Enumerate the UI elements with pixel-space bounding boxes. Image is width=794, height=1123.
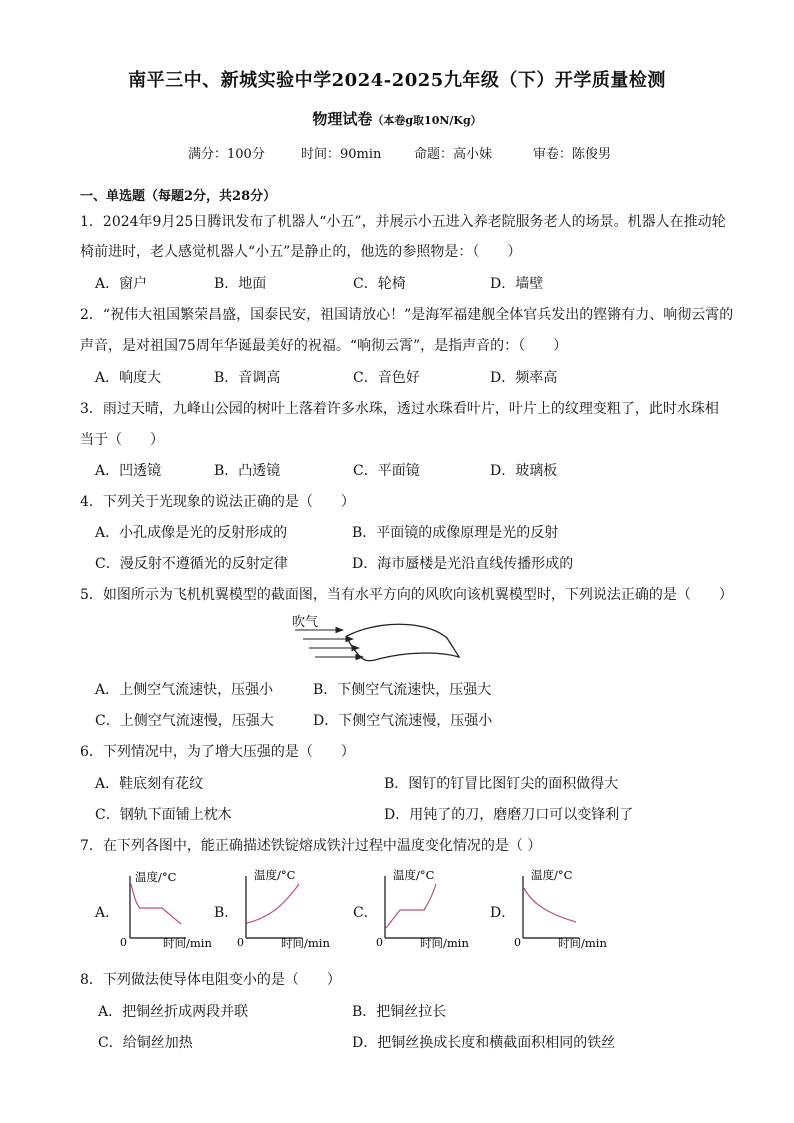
question-1-line-1: 1．2024年9月25日腾讯发布了机器人“小五”，并展示小五进入养老院服务老人的场景。机器人在推动轮	[80, 214, 726, 230]
subject-name: 物理试卷	[312, 110, 373, 128]
question-1-option-b: B．地面	[214, 276, 267, 292]
wing-cross-section-figure	[295, 620, 470, 665]
graph-a-origin: 0	[120, 936, 127, 949]
meta-reviewer: 审卷：陈俊男	[533, 147, 612, 162]
question-2-line-1: 2．“祝伟大祖国繁荣昌盛，国泰民安，祖国请放心！”是海军福建舰全体官兵发出的铿锵有力、响彻云霄的	[80, 307, 734, 323]
question-4-option-c: C．漫反射不遵循光的反射定律	[95, 556, 288, 572]
question-6-option-a: A．鞋底刻有花纹	[95, 776, 204, 792]
question-4-option-d: D．海市蜃楼是光沿直线传播形成的	[352, 556, 574, 572]
graph-b-ylabel: 温度/°C	[254, 868, 296, 882]
question-3-option-c: C．平面镜	[353, 463, 420, 479]
question-1-line-2: 椅前进时，老人感觉机器人“小五”是静止的，他选的参照物是：（ ）	[80, 244, 522, 260]
graph-c-ylabel: 温度/°C	[393, 868, 435, 882]
exam-subtitle	[0, 108, 794, 129]
graph-c-xlabel: 时间/min	[420, 936, 469, 950]
question-7-option-d-label: D．	[490, 905, 516, 921]
graph-d-origin: 0	[514, 936, 521, 949]
graph-a	[118, 866, 218, 952]
question-5-option-d: D．下侧空气流速慢，压强小	[313, 713, 493, 729]
section-title: 一、单选题（每题2分，共28分）	[80, 189, 277, 204]
wind-arrows	[295, 630, 363, 657]
question-7-option-a-label: A．	[95, 905, 120, 921]
graph-c-origin: 0	[376, 936, 383, 949]
graph-b-xlabel: 时间/min	[281, 936, 330, 950]
meta-author: 命题：高小妹	[414, 147, 493, 162]
gravity-note: （本卷g取10N/Kg）	[372, 114, 482, 127]
question-2-line-2: 声音，是对祖国75周年华诞最美好的祝福。“响彻云霄”，是指声音的：（ ）	[80, 338, 568, 354]
question-3-line-2: 当于（ ）	[80, 432, 164, 448]
graph-b	[237, 866, 337, 952]
question-5-option-a: A．上侧空气流速快，压强小	[95, 682, 274, 698]
question-8-line-1: 8．下列做法使导体电阻变小的是（ ）	[80, 972, 341, 988]
question-3-option-d: D．玻璃板	[490, 463, 558, 479]
question-8-option-a: A．把铜丝折成两段并联	[98, 1004, 249, 1020]
question-8-option-b: B．把铜丝拉长	[352, 1004, 447, 1020]
question-5-line-1: 5．如图所示为飞机机翼模型的截面图，当有水平方向的风吹向该机翼模型时，下列说法正确的是（ ）	[80, 587, 733, 603]
exam-title: 南平三中、新城实验中学2024-2025九年级（下）开学质量检测	[128, 70, 666, 91]
question-5-option-c: C．上侧空气流速慢，压强大	[95, 713, 274, 729]
question-4-option-b: B．平面镜的成像原理是光的反射	[352, 525, 559, 541]
question-4-line-1: 4．下列关于光现象的说法正确的是（ ）	[80, 494, 355, 510]
graph-a-xlabel: 时间/min	[163, 936, 212, 950]
wing-figure-label: 吹气	[292, 615, 319, 630]
graph-a-curve	[131, 884, 181, 924]
question-5-option-b: B．下侧空气流速快，压强大	[313, 682, 492, 698]
question-6-option-d: D．用钝了的刀，磨磨刀口可以变锋利了	[384, 807, 634, 823]
question-1-option-c: C．轮椅	[353, 276, 406, 292]
question-2-option-b: B．音调高	[214, 370, 281, 386]
question-2-option-c: C．音色好	[353, 370, 420, 386]
question-4-option-a: A．小孔成像是光的反射形成的	[95, 525, 288, 541]
question-6-line-1: 6．下列情况中，为了增大压强的是（ ）	[80, 744, 355, 760]
meta-time: 时间：90min	[301, 147, 382, 162]
graph-d-xlabel: 时间/min	[558, 936, 607, 950]
graph-d-curve	[524, 888, 576, 922]
question-8-option-c: C．给铜丝加热	[98, 1035, 193, 1051]
question-7-option-c-label: C．	[353, 905, 378, 921]
question-1-option-d: D．墙壁	[490, 276, 544, 292]
question-3-option-b: B．凸透镜	[214, 463, 281, 479]
question-1-option-a: A．窗户	[95, 276, 148, 292]
graph-c-curve	[386, 884, 436, 928]
question-2-option-a: A．响度大	[95, 370, 162, 386]
meta-score: 满分：100分	[188, 147, 265, 162]
question-7-option-b-label: B．	[214, 905, 239, 921]
graph-a-ylabel: 温度/°C	[135, 870, 177, 884]
question-6-option-c: C．钢轨下面铺上枕木	[95, 807, 232, 823]
graph-b-origin: 0	[237, 936, 244, 949]
graph-c	[376, 866, 476, 952]
graph-d	[514, 866, 614, 952]
wing-shape	[347, 624, 459, 660]
question-7-line-1: 7．在下列各图中，能正确描述铁锭熔成铁汁过程中温度变化情况的是（ ）	[80, 838, 542, 854]
question-8-option-d: D．把铜丝换成长度和横截面积相同的铁丝	[352, 1035, 616, 1051]
graph-b-curve	[247, 884, 299, 923]
question-3-line-1: 3．雨过天晴，九峰山公园的树叶上落着许多水珠，透过水珠看叶片，叶片上的纹理变粗了，此时水珠相	[80, 401, 719, 417]
question-2-option-d: D．频率高	[490, 370, 558, 386]
graph-d-ylabel: 温度/°C	[531, 868, 573, 882]
question-6-option-b: B．图钉的钉冒比图钉尖的面积做得大	[384, 776, 619, 792]
question-3-option-a: A．凹透镜	[95, 463, 162, 479]
